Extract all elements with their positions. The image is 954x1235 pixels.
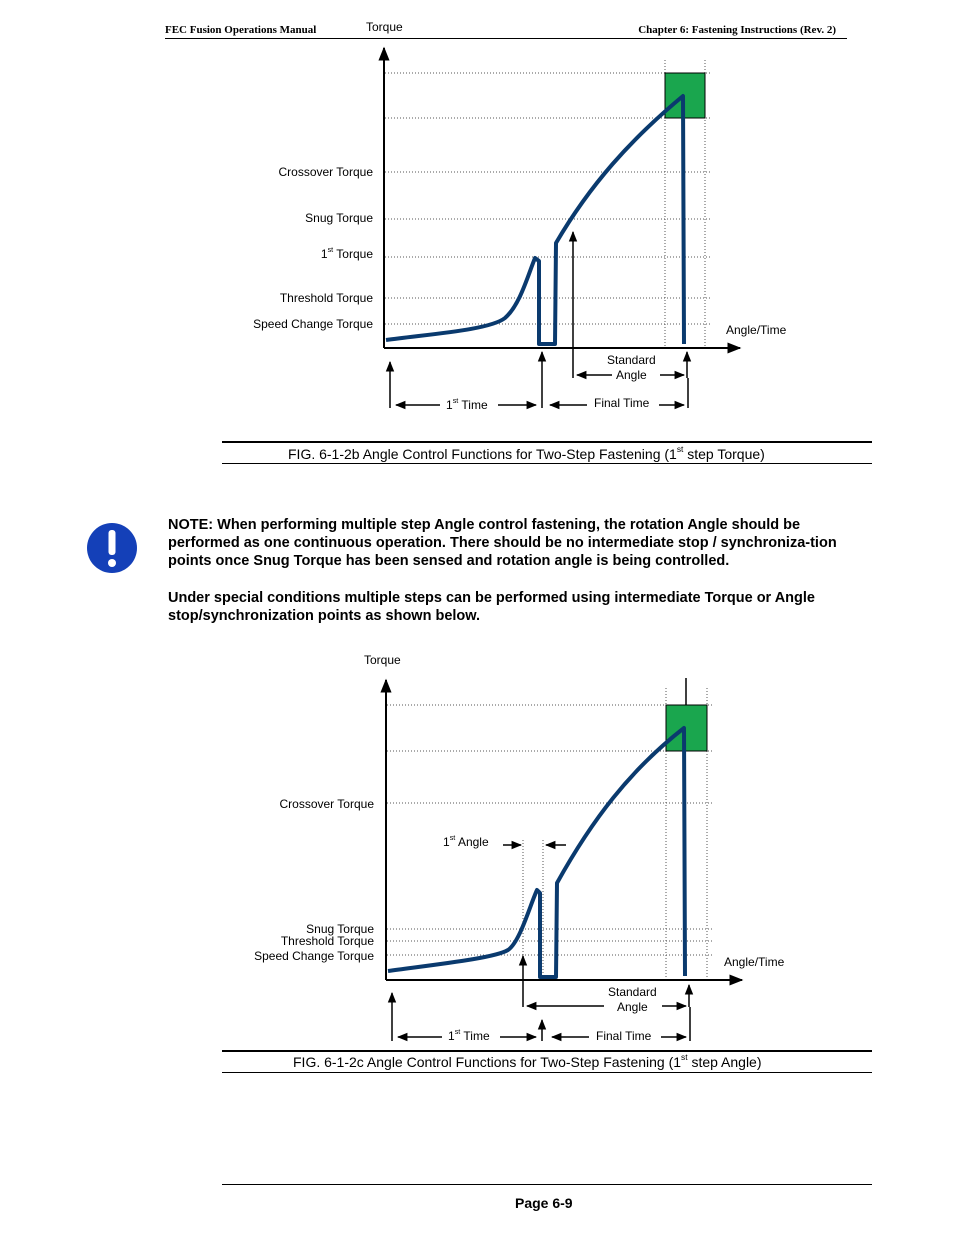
fig-b-torque-curve [386, 96, 684, 344]
fig-b-x-axis-label: Angle/Time [726, 323, 787, 337]
fig-c-first-time-label: 1st Time [448, 1027, 490, 1043]
fig-b-caption-rule-bottom [222, 463, 872, 464]
fig-c-threshold-label: Threshold Torque [280, 934, 374, 948]
fig-c-snug-label: Snug Torque [306, 922, 374, 936]
fig-c-caption: FIG. 6-1-2c Angle Control Functions for Two-Step Fastening (1st step Angle) [293, 1052, 762, 1070]
fig-b-y-axis-label: Torque [366, 20, 403, 34]
note-paragraph-2: Under special conditions multiple steps can be performed using intermediate Torque or Angle stop/synchronization points as shown below. [168, 590, 815, 624]
fig-c-torque-window [666, 705, 707, 751]
fig-c-first-angle-label: 1st Angle [443, 833, 489, 849]
fig-b-first-time-label: 1st Time [446, 396, 488, 412]
fig-c-caption-rule-top [222, 1050, 872, 1052]
fig-c-final-time-label: Final Time [596, 1029, 652, 1043]
fig-c-caption-rule-bottom [222, 1072, 872, 1073]
fig-b-first-torque-label: 1st Torque [320, 245, 373, 261]
exclamation-icon [86, 522, 138, 574]
fig-c-angle-label: Angle [617, 1000, 648, 1014]
fig-c-crossover-label: Crossover Torque [279, 797, 374, 811]
fig-b-crossover-label: Crossover Torque [278, 165, 373, 179]
fig-b-standard-label: Standard [607, 353, 656, 367]
fig-b-speed-change-label: Speed Change Torque [253, 317, 373, 331]
footer-rule [222, 1184, 872, 1185]
fig-b-threshold-label: Threshold Torque [279, 291, 373, 305]
figure-2c-diagram [0, 640, 954, 1060]
fig-c-y-axis-label: Torque [364, 653, 401, 667]
fig-b-angle-label: Angle [616, 368, 647, 382]
fig-b-caption-rule-top [222, 441, 872, 443]
fig-b-final-time-label: Final Time [594, 396, 650, 410]
fig-b-level-lines [385, 60, 710, 348]
fig-c-level-lines [387, 688, 712, 980]
figure-2b-diagram [0, 0, 954, 440]
note-paragraph-1: NOTE: When performing multiple step Angle control fastening, the rotation Angle should be performed as one continuous operation. There should be no intermediate stop / synchroniza-tion points once Snug Torque has been sensed and rotation angle is being controlled. [168, 517, 837, 569]
fig-c-speed-change-label: Speed Change Torque [254, 949, 374, 963]
fig-c-standard-label: Standard [608, 985, 657, 999]
header-manual-title: FEC Fusion Operations Manual [165, 24, 317, 36]
fig-b-caption: FIG. 6-1-2b Angle Control Functions for Two-Step Fastening (1st step Torque) [288, 444, 765, 462]
fig-b-snug-label: Snug Torque [305, 211, 373, 225]
header-chapter-title: Chapter 6: Fastening Instructions (Rev. 2) [638, 24, 836, 36]
fig-c-torque-curve [388, 728, 685, 977]
fig-c-x-axis-label: Angle/Time [724, 955, 785, 969]
page-number: Page 6-9 [515, 1195, 573, 1211]
